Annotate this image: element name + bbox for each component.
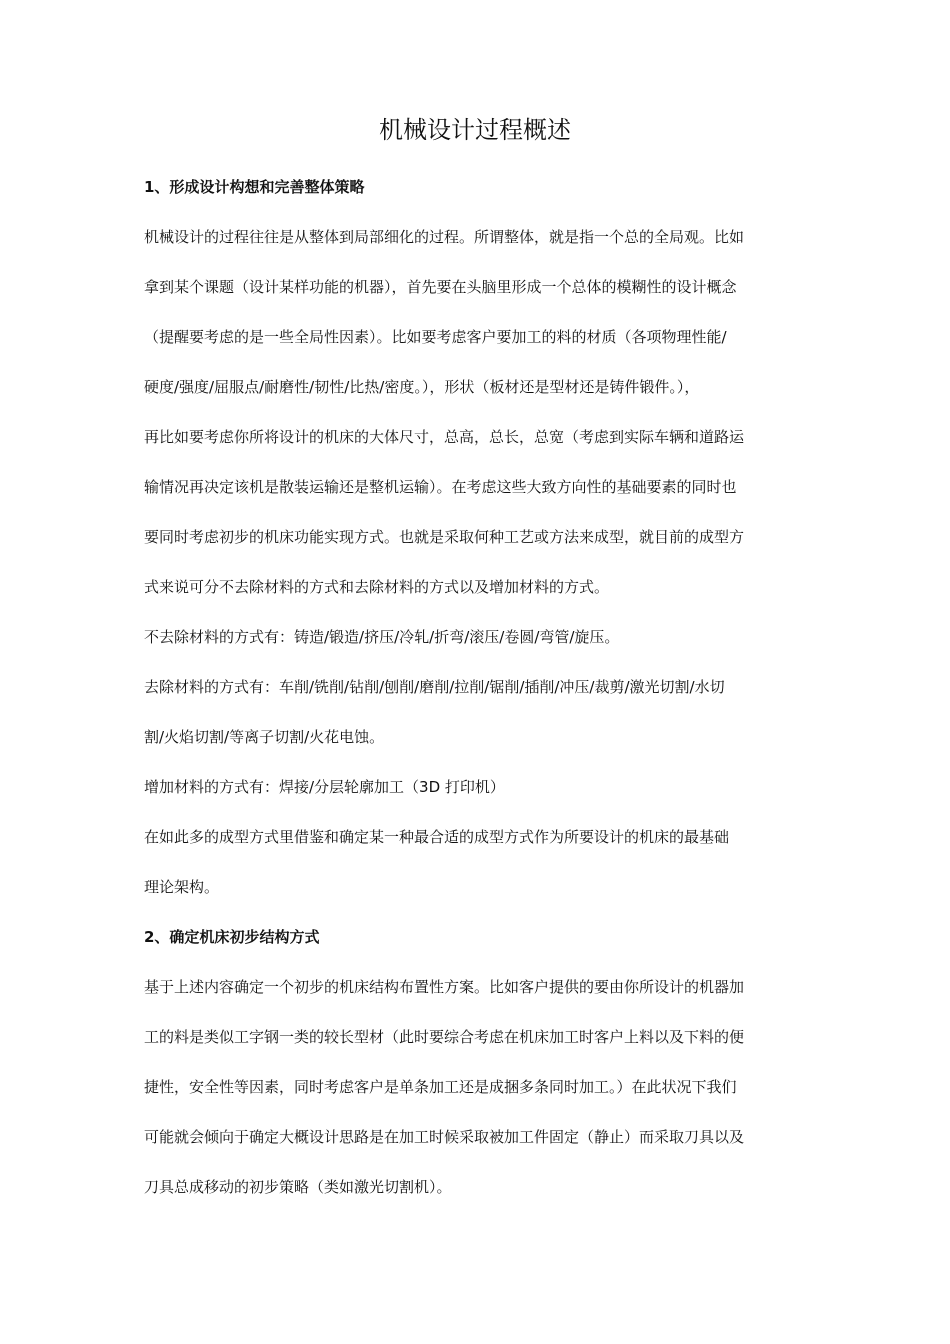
- text-line: 刀具总成移动的初步策略（类如激光切割机）。: [144, 1178, 452, 1196]
- text-line: 不去除材料的方式有：铸造/锻造/挤压/冷轧/折弯/滚压/卷圆/弯管/旋压。: [144, 628, 620, 646]
- section-heading: 1、形成设计构想和完善整体策略: [144, 178, 365, 196]
- text-line: 再比如要考虑你所将设计的机床的大体尺寸，总高，总长，总宽（考虑到实际车辆和道路运: [144, 428, 745, 446]
- text-line: 在如此多的成型方式里借鉴和确定某一种最合适的成型方式作为所要设计的机床的最基础: [144, 828, 730, 846]
- text-line: 硬度/强度/屈服点/耐磨性/韧性/比热/密度。），形状（板材还是型材还是铸件锻件。），: [144, 378, 700, 396]
- section-2: [144, 922, 814, 1222]
- paragraph: [144, 972, 814, 1222]
- text-line: 基于上述内容确定一个初步的机床结构布置性方案。比如客户提供的要由你所设计的机器加: [144, 978, 745, 996]
- text-line: 理论架构。: [144, 878, 220, 896]
- text-line: 增加材料的方式有：焊接/分层轮廓加工（3D 打印机）: [144, 778, 505, 796]
- section-heading: 2、确定机床初步结构方式: [144, 928, 320, 946]
- paragraph: [144, 822, 814, 922]
- section-1: [144, 172, 814, 922]
- text-line: 拿到某个课题（设计某样功能的机器），首先要在头脑里形成一个总体的模糊性的设计概念: [144, 278, 737, 296]
- document-title: 机械设计过程概述: [379, 116, 571, 144]
- text-line: 输情况再决定该机是散装运输还是整机运输）。在考虑这些大致方向性的基础要素的同时也: [144, 478, 737, 496]
- paragraph: [144, 222, 814, 622]
- text-line: 机械设计的过程往往是从整体到局部细化的过程。所谓整体，就是指一个总的全局观。比如: [144, 228, 745, 246]
- paragraph: [144, 622, 814, 672]
- text-line: 割/火焰切割/等离子切割/火花电蚀。: [144, 728, 385, 746]
- text-line: 式来说可分不去除材料的方式和去除材料的方式以及增加材料的方式。: [144, 578, 610, 596]
- text-line: 去除材料的方式有：车削/铣削/钻削/刨削/磨削/拉削/锯削/插削/冲压/裁剪/激光切割/水切: [144, 678, 725, 696]
- text-line: （提醒要考虑的是一些全局性因素）。比如要考虑客户要加工的料的材质（各项物理性能/: [144, 328, 727, 346]
- text-line: 工的料是类似工字钢一类的较长型材（此时要综合考虑在机床加工时客户上料以及下料的便: [144, 1028, 745, 1046]
- text-line: 可能就会倾向于确定大概设计思路是在加工时候采取被加工件固定（静止）而采取刀具以及: [144, 1128, 745, 1146]
- document-body: [144, 172, 814, 1222]
- text-line: 捷性，安全性等因素，同时考虑客户是单条加工还是成捆多条同时加工。）在此状况下我们: [144, 1078, 737, 1096]
- text-line: 要同时考虑初步的机床功能实现方式。也就是采取何种工艺或方法来成型，就目前的成型方: [144, 528, 745, 546]
- paragraph: [144, 672, 814, 772]
- paragraph: [144, 772, 814, 822]
